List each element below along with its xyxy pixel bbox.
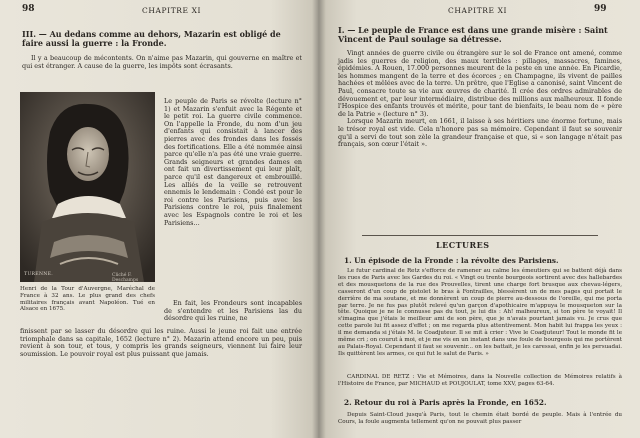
divider-line <box>362 235 598 236</box>
left-intro-paragraph <box>22 55 302 70</box>
misery-paragraph <box>338 50 622 149</box>
left-closing-paragraph: finissent par se lasser du désordre qui les ruine. Aussi le jeune roi fait une entrée triomphale dans sa capitale, 1652 (lecture n° 2). Mazarin attend encore un peu, puis revient à son tour, et tous, y compris les grands seigneurs, viennent lui faire leur soumission. Le pouvoir royal est plus puissant que jamais. <box>20 327 302 358</box>
lecture-2-title: 2. Retour du roi à Paris après la Fronde, en 1652. <box>344 398 547 407</box>
left-section-title: III. — Au dedans comme au dehors, Mazarin est obligé de faire aussi la guerre : la Fronde. <box>22 29 281 49</box>
lecture-1-title: 1. Un épisode de la Fronde : la révolte des Parisiens. <box>344 256 559 265</box>
turenne-portrait <box>20 92 155 282</box>
portrait-caption: Henri de la Tour d'Auvergne, Maréchal de France à 32 ans. Le plus grand des chefs militaires français avant Napoléon. Tué en Alsace en 1675. <box>20 286 155 313</box>
left-page <box>0 0 318 438</box>
book-gutter <box>312 0 326 438</box>
portrait-image <box>20 92 155 282</box>
right-section-title: I. — Le peuple de France est dans une grande misère : Saint Vincent de Paul soulage sa détresse. <box>338 25 608 45</box>
left-wrap-text: Le peuple de Paris se révolte (lecture n° 1) et Mazarin s'enfuit avec la Régente et le petit roi. La guerre civile commence. On l'appelle la Fronde, du nom d'un jeu d'enfants qui consistait à lancer des pierres avec des frondes dans les fossés des fortifications. Elle a été nommée ainsi parce qu'elle n'a pas été une vraie guerre. Grands seigneurs et grandes dames en ont fait un divertissement qui leur plaît, parce qu'il est dangereux et embrouillé. Les alliés de la veille se retrouvent ennemis le lendemain : Condé est pour le roi contre les Parisiens, puis avec les Parisiens contre le roi, puis finalement avec les Espagnols contre le roi et les Parisiens… <box>164 97 302 227</box>
left-intro-text: Il y a beaucoup de mécontents. On n'aime pas Mazarin, qui gouverne en maître et qui est étranger. A cause de la guerre, les impôts sont écrasants. <box>22 54 302 70</box>
lecture-1-text: Le futur cardinal de Retz s'efforce de ramener au calme les émeutiers qui se battent déjà dans les rues de Paris avec les Gardes du roi. « Vingt ou trente bourgeois sortirent avec des hallebardes et des mousquetons de la rue des Prouvelles, tirent une charge fort brusque aux chevau-légers, casseront d'un coup de pistolet le bras à Fontrailles, blessèrent un de mes pages qui portait le derrière de ma soutane, et me donnèrent un coup de pierre au-dessous de l'oreille, qui me porta par terre. Je ne fus pas plutôt relevé qu'un garçon d'apothicaire m'appuya le mousqueton sur la tête. Quoique je ne le connusse pas du tout, je lui dis : Ah! malheureux, si ton père te voyait! Il s'imagina que j'étais le meilleur ami de son père, que je n'avais pourtant jamais vu. Je crus que cette parole lui fit assez d'effet ; on me regarda plus attentivement. Mon habit lui frappa les yeux : il me demanda si j'étais M. le Coadjuteur. Il se mit à crier : Vive le Coadjuteur! Tout le monde fit le même cri ; on courut à moi, et je me vis en un instant dans une foule de bourgeois qui me portèrent au Palais-Royal. Cependant il faut se souvenir... on les battait, je les caressai, enfin je les persuadai. Ils quittèrent les armes, ce qui fut le salut de Paris. » <box>338 268 622 357</box>
right-page <box>318 0 640 438</box>
portrait-label: TURENNE. <box>24 272 54 277</box>
lectures-heading: LECTURES <box>436 240 490 250</box>
lecture-2-text: Depuis Saint-Cloud jusqu'à Paris, tout le chemin était bordé de peuple. Mais à l'entrée du Cours, la foule augmenta tellement qu'on ne pouvait plus passer <box>338 412 622 425</box>
right-page-number: 99 <box>594 4 607 14</box>
lecture-1-citation: CARDINAL DE RETZ : Vie et Mémoires, dans la Nouvelle collection de Mémoires relatifs à l'Histoire de France, par MICHAUD et POUJOULAT, tome XXV, pages 63-64. <box>338 374 622 387</box>
left-running-head: CHAPITRE XI <box>142 6 202 15</box>
photo-credit: Cliché F. Deschamps <box>112 273 139 282</box>
left-page-number: 98 <box>22 4 35 14</box>
mazarin-death-text: Lorsque Mazarin meurt, en 1661, il laisse à ses héritiers une énorme fortune, mais le trésor royal est vide. Cela n'honore pas sa mémoire. Cependant il faut se souvenir qu'il a servi de tout son zèle la grandeur française et que, si « son langage n'était pas français, son cœur l'était ». <box>338 117 622 149</box>
left-wrap-text-2: En fait, les Frondeurs sont incapables de s'entendre et les Parisiens las du désordre qui les ruine, ne <box>164 299 302 323</box>
right-running-head: CHAPITRE XI <box>448 6 508 15</box>
misery-text: Vingt années de guerre civile ou étrangère sur le sol de France ont amené, comme jadis les guerres de religion, des maux terribles : pillages, massacres, famines, épidémies. A Rouen, 17.000 personnes meurent de la peste en une année. En Picardie, les hommes mangent de la terre et des écorces ; en Champagne, ils vivent de pailles hachées et mêlées avec de la terre. Un prêtre, que l'Eglise a canonisé, saint Vincent de Paul, consacre toute sa vie aux œuvres de charité. Il crée des ordres admirables de dévouement et, par leur intermédiaire, distribue des millions aux malheureux. Il fonde l'Hospice des enfants trouvés et mérite, pour tant de bienfaits, le beau nom de « père de la Patrie » (lecture n° 3). <box>338 49 622 118</box>
